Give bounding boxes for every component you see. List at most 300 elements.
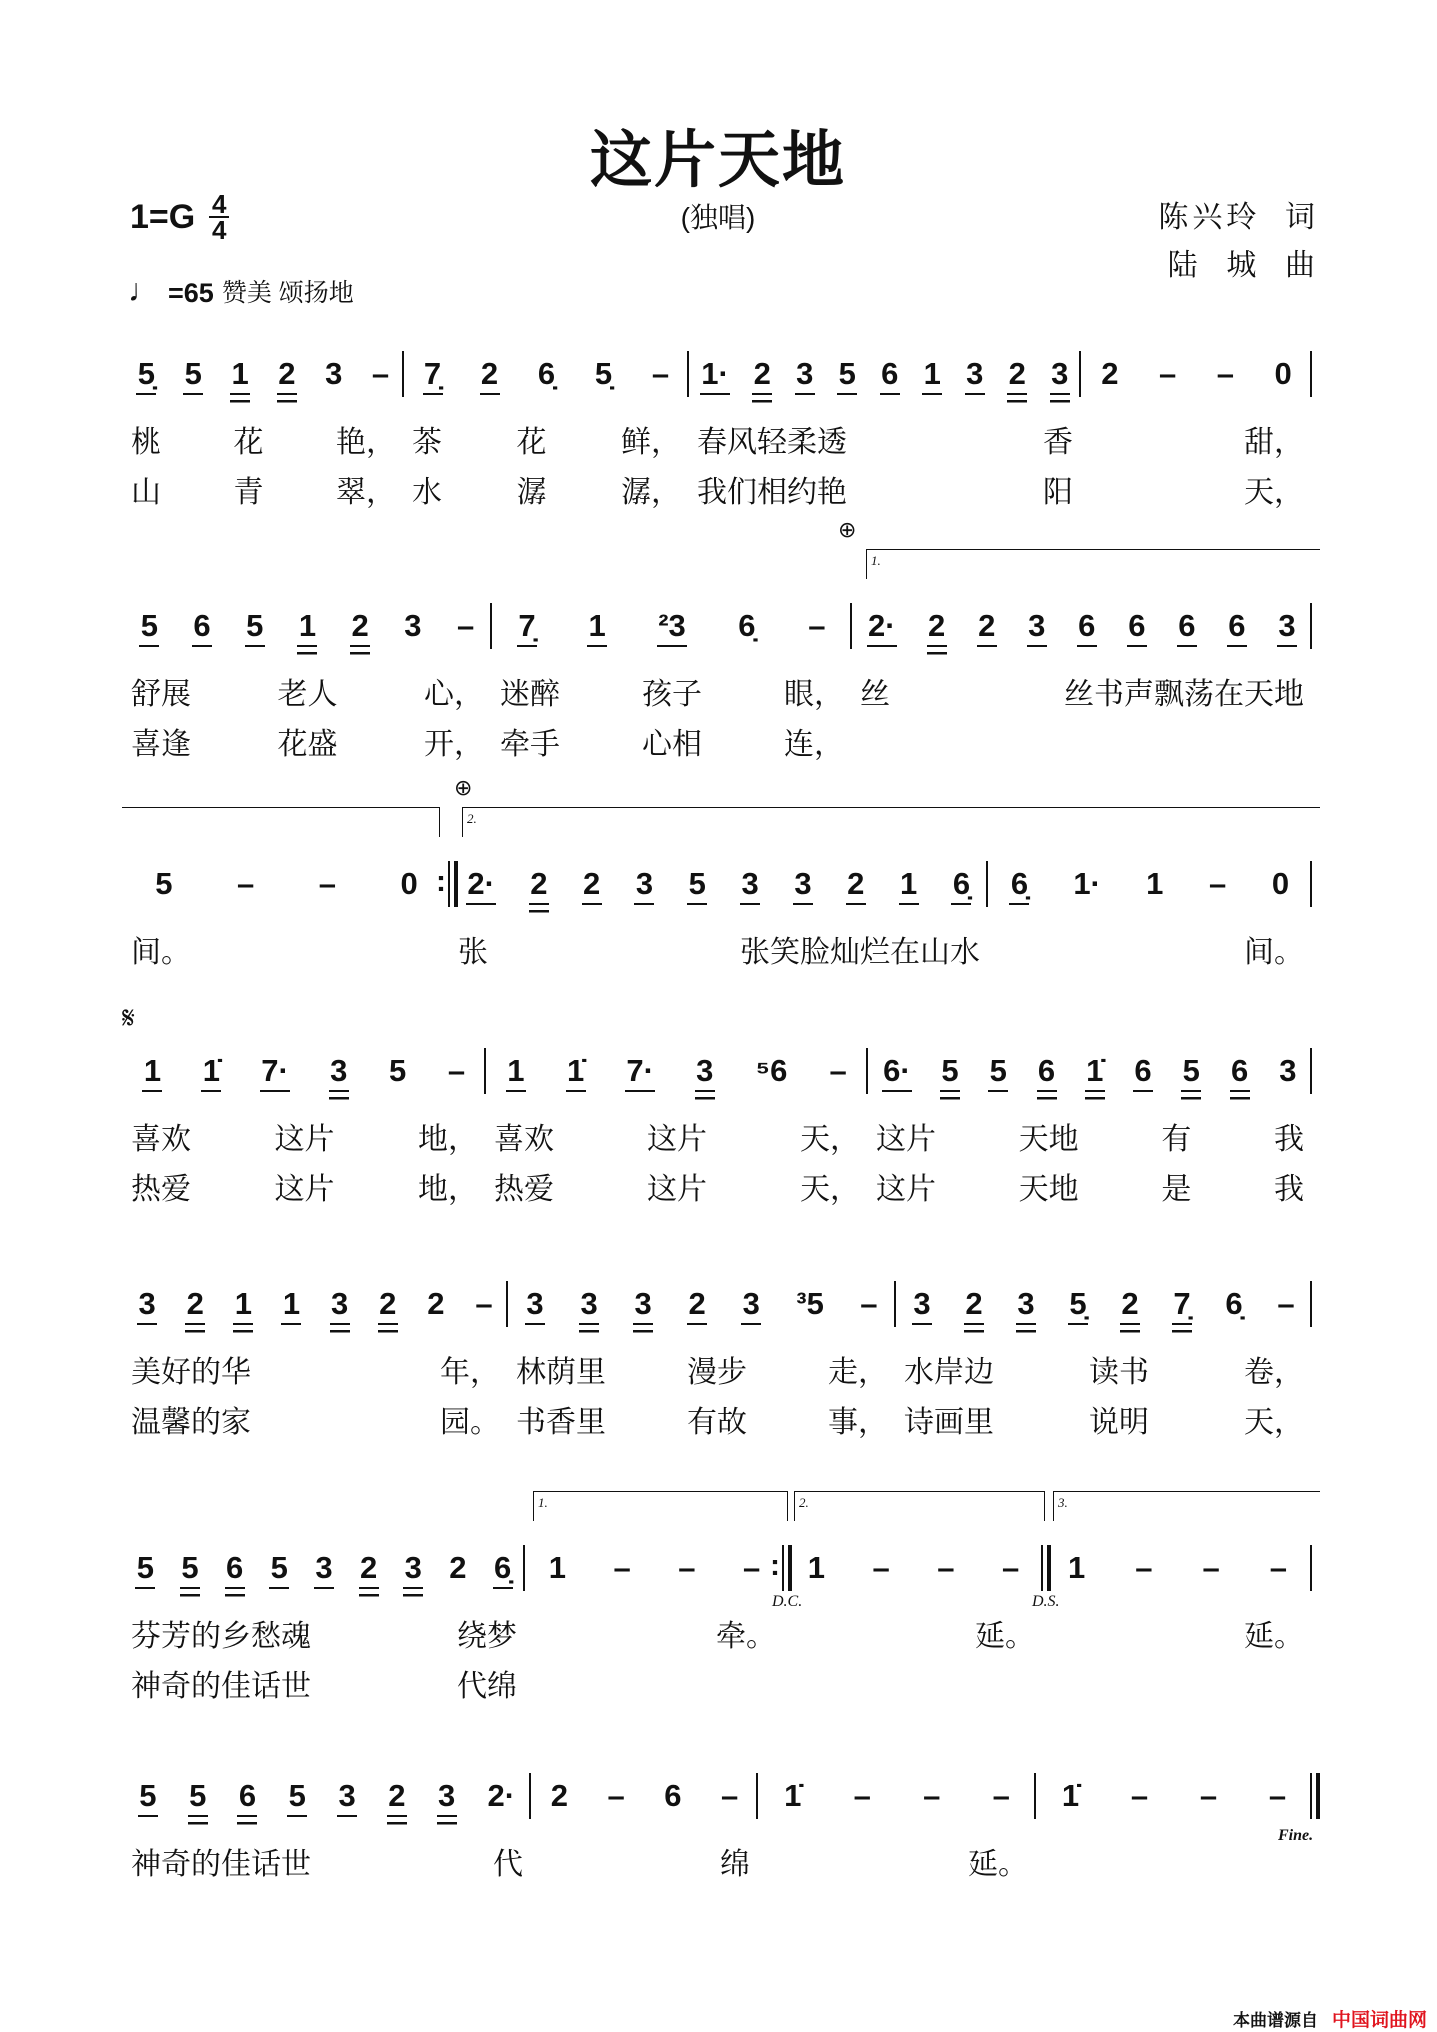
note: – — [1002, 1550, 1020, 1585]
note: 0 — [400, 866, 418, 901]
lyricist: 陈兴玲 词 — [1158, 201, 1319, 234]
note: 3 — [740, 865, 760, 905]
note: – — [923, 1778, 941, 1813]
note: 5 — [287, 1777, 307, 1817]
measure — [492, 607, 852, 767]
lyric-line-1 — [123, 669, 492, 709]
lyric-word: 热爱 — [494, 1173, 554, 1206]
volta-bracket — [122, 807, 440, 837]
lyric-line-2 — [123, 719, 492, 759]
volta-bracket: 1. — [533, 1491, 788, 1521]
note: 6 — [1127, 607, 1147, 647]
note: 2 — [427, 1286, 445, 1321]
fine-marking: Fine. — [1278, 1827, 1314, 1844]
lyric-word: 潺 — [516, 476, 547, 509]
note: 3 — [912, 1285, 932, 1325]
lyric-word: 心， — [424, 678, 484, 711]
note: ⁵6 — [755, 1053, 788, 1088]
lyric-word: 代绵 — [457, 1670, 517, 1703]
lyric-word: 延。 — [975, 1620, 1035, 1653]
lyric-line-2 — [1036, 1889, 1312, 1929]
lyric-line-2 — [531, 1889, 758, 1929]
notes-row — [758, 1777, 1036, 1823]
barline — [448, 861, 458, 907]
notes-row — [123, 1052, 486, 1098]
notes-row — [525, 1549, 784, 1595]
note: – — [678, 1550, 696, 1585]
note: – — [808, 608, 826, 643]
note: – — [607, 1778, 625, 1813]
lyric-word: 美好的华 — [131, 1356, 251, 1389]
notes-row — [450, 865, 988, 911]
note: – — [447, 1053, 466, 1088]
lyric-word: 说明 — [1089, 1406, 1149, 1439]
lyric-word: 天， — [800, 1123, 860, 1156]
barline — [866, 1048, 868, 1094]
time-bottom: 4 — [211, 215, 227, 245]
note: 7̣ — [1172, 1285, 1192, 1325]
notes-row — [689, 355, 1081, 401]
lyric-line-2 — [123, 1889, 531, 1929]
coda-icon: ⊕ — [454, 775, 473, 800]
lyric-word: 温馨的家 — [131, 1406, 251, 1439]
note: 1 — [297, 607, 317, 647]
lyric-word: 天， — [1244, 1406, 1304, 1439]
note: 5 — [135, 1549, 155, 1589]
lyric-line-1 — [508, 1347, 896, 1387]
time-top: 4 — [211, 189, 227, 219]
notes-row — [868, 1052, 1312, 1098]
note: – — [992, 1778, 1010, 1813]
note: 2 — [964, 1285, 984, 1325]
barline — [529, 1773, 531, 1819]
note: 5 — [988, 1052, 1008, 1092]
note: 5 — [138, 1777, 158, 1817]
lyric-word: 年， — [440, 1356, 500, 1389]
lyric-line-1 — [123, 927, 450, 967]
lyric-line-1 — [1081, 417, 1312, 457]
note: 3 — [330, 1285, 350, 1325]
note: 2 — [185, 1285, 205, 1325]
note: 2 — [387, 1777, 407, 1817]
note: 2· — [487, 1778, 516, 1813]
lyric-line-2 — [896, 1397, 1312, 1437]
note: ²3 — [657, 607, 687, 647]
lyric-word: 心相 — [642, 728, 702, 761]
note: 1 — [922, 355, 942, 395]
staff-system — [0, 1002, 1437, 1212]
volta-bracket: 2. — [462, 807, 1320, 837]
measure — [486, 1052, 868, 1212]
barline — [850, 603, 852, 649]
barline — [1310, 1281, 1312, 1327]
note: 3 — [337, 1777, 357, 1817]
note: 1· — [1073, 866, 1101, 901]
note: – — [1268, 1778, 1287, 1813]
lyric-line-2 — [758, 1889, 1036, 1929]
lyric-line-1 — [896, 1347, 1312, 1387]
note: 5 — [139, 607, 159, 647]
lyric-word: 丝 — [860, 678, 890, 711]
note: 5 — [388, 1053, 407, 1088]
lyric-word: 眼， — [784, 678, 844, 711]
note: 7̣ — [423, 355, 443, 395]
note: 1 — [807, 1550, 825, 1585]
lyric-word: 丝书声飘荡在天地 — [1064, 678, 1304, 711]
lyric-word: 有 — [1161, 1123, 1192, 1156]
barline — [1079, 351, 1081, 397]
measure — [404, 355, 689, 515]
notes-row — [1081, 355, 1312, 401]
note: 3 — [634, 865, 654, 905]
note: 7· — [625, 1052, 655, 1092]
lyric-word: 连， — [784, 728, 844, 761]
lyric-line-1 — [123, 417, 404, 457]
notes-row — [492, 607, 852, 653]
measure — [525, 1549, 784, 1709]
song-title: 这片天地 — [589, 123, 846, 196]
lyric-word: 天地 — [1018, 1123, 1079, 1156]
measure — [450, 865, 988, 1025]
composer: 陆 城 曲 — [1167, 249, 1319, 282]
note: – — [1130, 1778, 1149, 1813]
measure — [531, 1777, 758, 1937]
lyric-word: 间。 — [131, 936, 191, 969]
lyric-line-2 — [689, 467, 1081, 507]
note: – — [1199, 1778, 1218, 1813]
note: – — [829, 1053, 847, 1088]
lyric-word: 绕梦 — [457, 1620, 517, 1653]
lyric-line-2 — [123, 1661, 525, 1701]
note: – — [1216, 356, 1234, 391]
note: – — [1269, 1550, 1287, 1585]
barline — [1310, 861, 1312, 907]
barline — [490, 603, 492, 649]
measure — [123, 1052, 486, 1212]
note: – — [318, 866, 336, 901]
tempo-marking — [128, 272, 354, 309]
note: 5 — [269, 1549, 289, 1589]
measure — [123, 607, 492, 767]
lyric-line-1 — [123, 1114, 486, 1154]
lyric-line-1 — [1043, 1611, 1312, 1651]
note: 1 — [1068, 1550, 1086, 1585]
quarter-note-icon: ♩ — [128, 272, 160, 308]
notes-row — [896, 1285, 1312, 1331]
measure — [1036, 1777, 1312, 1937]
lyric-word: 甜， — [1244, 426, 1304, 459]
note: 5 — [837, 355, 857, 395]
lyric-word: 青 — [233, 476, 264, 509]
barline — [523, 1545, 525, 1591]
note: – — [1159, 356, 1177, 391]
note: 2 — [378, 1285, 398, 1325]
note: 2 — [846, 865, 866, 905]
lyric-word: 喜逢 — [131, 728, 191, 761]
lyric-word: 诗画里 — [904, 1406, 994, 1439]
lyric-line-2 — [404, 467, 689, 507]
barline — [402, 351, 404, 397]
note: 2 — [1101, 356, 1119, 391]
barline — [1310, 1545, 1312, 1591]
lyric-line-2 — [868, 1164, 1312, 1204]
note: – — [475, 1286, 493, 1321]
note: 3 — [314, 1549, 334, 1589]
measure — [689, 355, 1081, 515]
lyric-word: 代 — [493, 1848, 523, 1881]
lyric-word: 开， — [424, 728, 484, 761]
note: 3 — [403, 1549, 423, 1589]
note: 5 — [183, 355, 203, 395]
notes-row — [123, 1549, 525, 1595]
note: – — [651, 356, 670, 391]
barline — [1041, 1545, 1051, 1591]
lyric-line-1 — [784, 1611, 1043, 1651]
note: 5̣ — [1068, 1285, 1088, 1325]
note: 2 — [1007, 355, 1027, 395]
lyric-word: 迷醉 — [500, 678, 560, 711]
lyric-word: 我们相约艳 — [697, 476, 847, 509]
lyric-word: 鲜， — [621, 426, 681, 459]
note: 5 — [940, 1052, 960, 1092]
note: 6̣ — [1225, 1286, 1243, 1321]
notes-row — [404, 355, 689, 401]
note: 3 — [695, 1052, 715, 1092]
lyric-word: 这片 — [647, 1173, 707, 1206]
note: 2 — [752, 355, 772, 395]
lyric-word: 翠， — [336, 476, 396, 509]
lyric-word: 张笑脸灿烂在山水 — [740, 936, 980, 969]
lyric-line-1 — [123, 1839, 531, 1879]
note: – — [853, 1778, 871, 1813]
lyric-word: 间。 — [1244, 936, 1304, 969]
note: 6 — [1177, 607, 1197, 647]
measure — [784, 1549, 1043, 1709]
note: 3 — [793, 865, 813, 905]
lyric-line-1 — [758, 1839, 1036, 1879]
barline — [1034, 1773, 1036, 1819]
note: 1· — [700, 355, 730, 395]
lyric-word: 卷， — [1244, 1356, 1304, 1389]
measure — [123, 1777, 531, 1937]
measure — [758, 1777, 1036, 1937]
lyric-word: 潺， — [621, 476, 681, 509]
note: 6 — [664, 1778, 682, 1813]
notes-row — [123, 355, 404, 401]
lyric-word: 这片 — [274, 1123, 335, 1156]
lyric-word: 花 — [233, 426, 264, 459]
lyric-line-1 — [486, 1114, 868, 1154]
lyric-word: 园。 — [440, 1406, 500, 1439]
note: 1 — [281, 1285, 301, 1325]
key-signature — [130, 189, 229, 245]
notes-row — [123, 865, 450, 911]
note: 5̣ — [594, 356, 613, 391]
lyric-word: 漫步 — [687, 1356, 747, 1389]
lyric-word: 地， — [418, 1173, 478, 1206]
note: 2 — [927, 607, 947, 647]
note: 2 — [449, 1550, 467, 1585]
measure — [852, 607, 1312, 767]
staff-system — [0, 1495, 1437, 1709]
lyric-word: 是 — [1161, 1173, 1192, 1206]
volta-bracket: 2. — [794, 1491, 1045, 1521]
note: 6 — [192, 607, 212, 647]
lyric-word: 水岸边 — [904, 1356, 994, 1389]
lyric-word: 水 — [412, 476, 442, 509]
note: 3 — [437, 1777, 457, 1817]
staff-system — [0, 355, 1437, 515]
note: – — [937, 1550, 955, 1585]
note: 3 — [1277, 607, 1297, 647]
notes-row — [988, 865, 1312, 911]
lyric-word: 地， — [418, 1123, 478, 1156]
note: 5 — [180, 1549, 200, 1589]
note: 2· — [867, 607, 897, 647]
note: 0 — [1274, 356, 1292, 391]
measure — [123, 355, 404, 515]
note: 6 — [1227, 607, 1247, 647]
lyric-line-2 — [784, 1661, 1043, 1701]
notes-row — [1036, 1777, 1312, 1823]
key: 1=G — [130, 197, 196, 236]
lyric-word: 热爱 — [131, 1173, 191, 1206]
measure — [896, 1285, 1312, 1445]
lyric-word: 山 — [131, 476, 161, 509]
note: – — [613, 1550, 631, 1585]
lyric-word: 这片 — [876, 1173, 936, 1206]
staff-system — [0, 517, 1437, 767]
note: 2 — [550, 1778, 568, 1813]
staff-system — [0, 1777, 1437, 1937]
measure — [1043, 1549, 1312, 1709]
note: 3 — [1279, 1053, 1297, 1088]
lyric-word: 芬芳的乡愁魂 — [131, 1620, 311, 1653]
lyric-word: 喜欢 — [494, 1123, 554, 1156]
note: 7· — [260, 1052, 290, 1092]
lyric-word: 读书 — [1089, 1356, 1149, 1389]
footer — [1233, 2005, 1427, 2032]
lyric-line-1 — [525, 1611, 784, 1651]
measure — [868, 1052, 1312, 1212]
note: ³5 — [796, 1286, 824, 1321]
note: 1 — [548, 1550, 566, 1585]
note: 3 — [795, 355, 815, 395]
lyric-line-2 — [123, 1164, 486, 1204]
lyric-line-1 — [123, 1347, 508, 1387]
note: 1 — [506, 1052, 526, 1092]
note: 2 — [1120, 1285, 1140, 1325]
note: 1 — [233, 1285, 253, 1325]
lyric-word: 这片 — [274, 1173, 335, 1206]
lyric-line-2 — [486, 1164, 868, 1204]
note: 2 — [480, 355, 500, 395]
note: – — [1209, 866, 1227, 901]
note: 6 — [880, 355, 900, 395]
barline — [782, 1545, 792, 1591]
note: 6̣ — [537, 356, 556, 391]
notes-row — [123, 1285, 508, 1331]
note: 5 — [687, 865, 707, 905]
expression: 赞美 颂扬地 — [221, 279, 354, 307]
repeat-instruction: D.C. — [772, 1593, 803, 1610]
note: 6 — [1133, 1052, 1153, 1092]
lyric-line-2 — [123, 1397, 508, 1437]
note: 2 — [529, 865, 549, 905]
measure — [508, 1285, 896, 1445]
barline — [506, 1281, 508, 1327]
note: 1̇ — [1085, 1052, 1105, 1092]
note: 2 — [359, 1549, 379, 1589]
notes-row — [123, 1777, 531, 1823]
lyric-line-1 — [531, 1839, 758, 1879]
barline — [1310, 1773, 1320, 1819]
coda-icon: ⊕ — [838, 517, 857, 542]
lyric-word: 张 — [458, 936, 488, 969]
lyric-word: 艳， — [336, 426, 396, 459]
note: 1 — [230, 355, 250, 395]
lyric-word: 天地 — [1018, 1173, 1079, 1206]
note: 1 — [587, 607, 607, 647]
note: 3 — [404, 608, 422, 643]
lyric-line-1 — [404, 417, 689, 457]
note: 2· — [466, 865, 496, 905]
note: 6· — [882, 1052, 912, 1092]
notes-row — [784, 1549, 1043, 1595]
note: 1 — [899, 865, 919, 905]
note: 1 — [1146, 866, 1164, 901]
staff-system — [0, 775, 1437, 1025]
measure — [123, 865, 450, 1025]
measure — [123, 1549, 525, 1709]
note: 6̣ — [738, 608, 756, 643]
note: 1̇ — [784, 1778, 802, 1813]
tempo-value: =65 — [168, 278, 214, 308]
barline — [756, 1773, 758, 1819]
note: – — [371, 356, 390, 391]
note: 3 — [525, 1285, 545, 1325]
note: 1̇ — [1061, 1778, 1080, 1813]
lyric-word: 神奇的佳话世 — [131, 1848, 311, 1881]
lyric-line-2 — [852, 719, 1312, 759]
repeat-instruction: D.S. — [1032, 1593, 1060, 1610]
lyric-word: 花盛 — [277, 728, 338, 761]
barline — [484, 1048, 486, 1094]
lyric-word: 延。 — [1244, 1620, 1304, 1653]
note: 2 — [687, 1285, 707, 1325]
volta-bracket: 3. — [1053, 1491, 1320, 1521]
note: – — [860, 1286, 878, 1321]
lyric-line-1 — [689, 417, 1081, 457]
lyric-word: 牵。 — [716, 1620, 776, 1653]
note: 6 — [225, 1549, 245, 1589]
lyric-word: 孩子 — [642, 678, 702, 711]
volta-bracket: 1. — [866, 549, 1320, 579]
lyric-word: 花 — [516, 426, 547, 459]
note: 6 — [1230, 1052, 1250, 1092]
staff-system — [0, 1285, 1437, 1445]
lyric-word: 我 — [1273, 1173, 1304, 1206]
note: – — [1202, 1550, 1220, 1585]
note: 3 — [329, 1052, 349, 1092]
lyric-word: 牵手 — [500, 728, 560, 761]
note: 2 — [977, 607, 997, 647]
lyric-line-2 — [492, 719, 852, 759]
note: – — [743, 1550, 761, 1585]
note: 5̣ — [136, 355, 156, 395]
notes-row — [1043, 1549, 1312, 1595]
lyric-line-2 — [450, 977, 988, 1017]
